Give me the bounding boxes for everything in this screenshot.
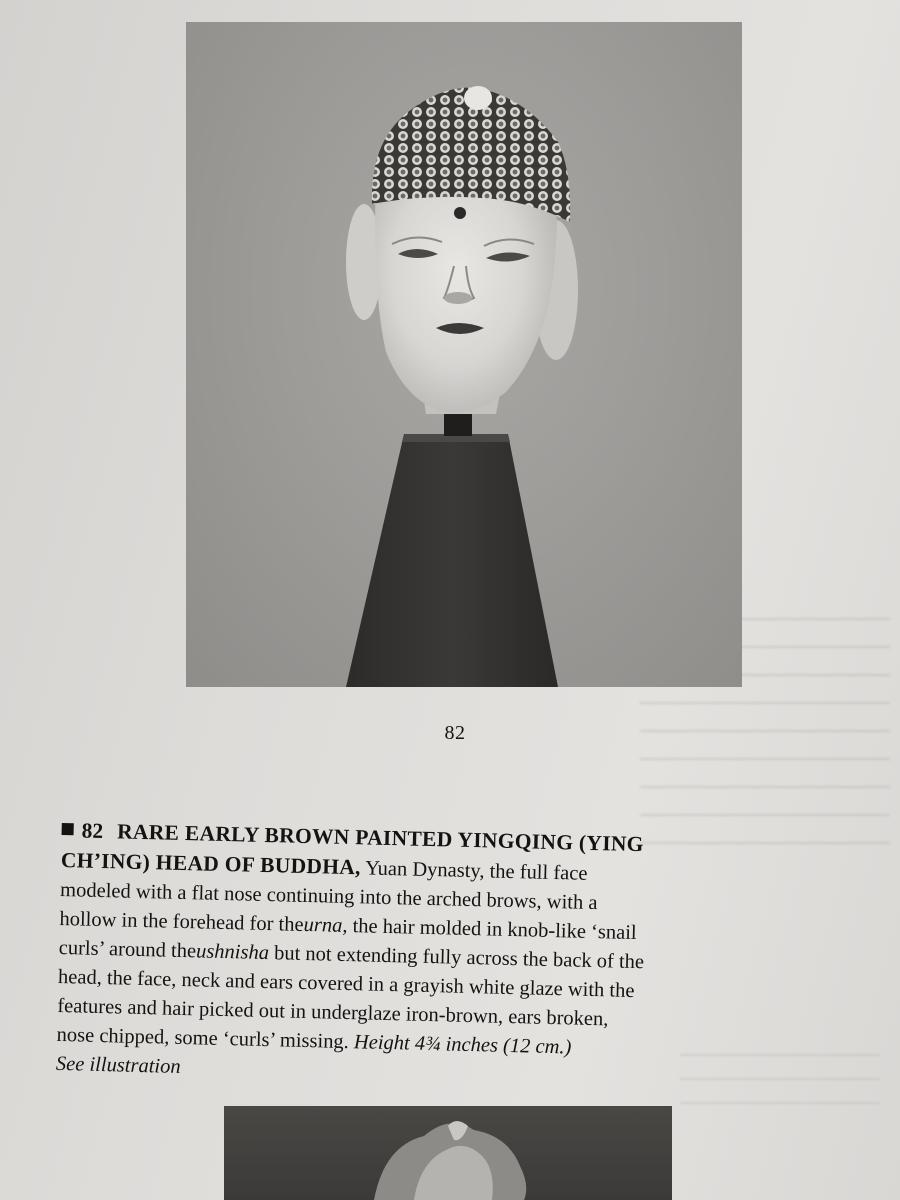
dimensions: Height 4¾ inches (12 cm.)	[353, 1031, 572, 1059]
entry-line-3: modeled with a flat nose continuing into the arched brows, with a	[59, 878, 598, 915]
lot-number: 82	[81, 818, 104, 844]
lot-title-part2: CH’ING) HEAD OF BUDDHA,	[60, 847, 362, 880]
urna-term: urna,	[303, 913, 348, 938]
lot-description	[56, 816, 852, 1098]
figure-number: 82	[444, 722, 466, 744]
see-illustration-note: See illustration	[55, 1052, 181, 1078]
entry-text-4a: hollow in the forehead for the	[59, 907, 304, 936]
lot-title-part1: RARE EARLY BROWN PAINTED YINGQING (YING	[116, 819, 645, 857]
buddha-head-photo	[186, 22, 742, 687]
entry-text-5a: curls’ around the	[58, 936, 197, 963]
square-bullet-icon	[62, 823, 74, 835]
ornament-sculpture-icon	[224, 1106, 672, 1200]
entry-text-2: the full face	[489, 860, 588, 885]
entry-text-4b: the hair molded in knob-like ‘snail	[352, 915, 637, 945]
entry-text-5b: but not extending fully across the back of the	[273, 942, 645, 974]
next-lot-photo	[224, 1106, 672, 1200]
entry-text-8a: nose chipped, some ‘curls’ missing.	[56, 1023, 350, 1054]
dynasty-text: Yuan Dynasty,	[364, 857, 485, 883]
ushnisha-term: ushnisha	[195, 940, 270, 965]
buddha-head-sculpture-icon	[186, 22, 742, 687]
entry-line-7: features and hair picked out in underglaze iron-brown, ears broken,	[57, 994, 609, 1031]
entry-line-6: head, the face, neck and ears covered in a grayish white glaze with the	[57, 965, 635, 1003]
